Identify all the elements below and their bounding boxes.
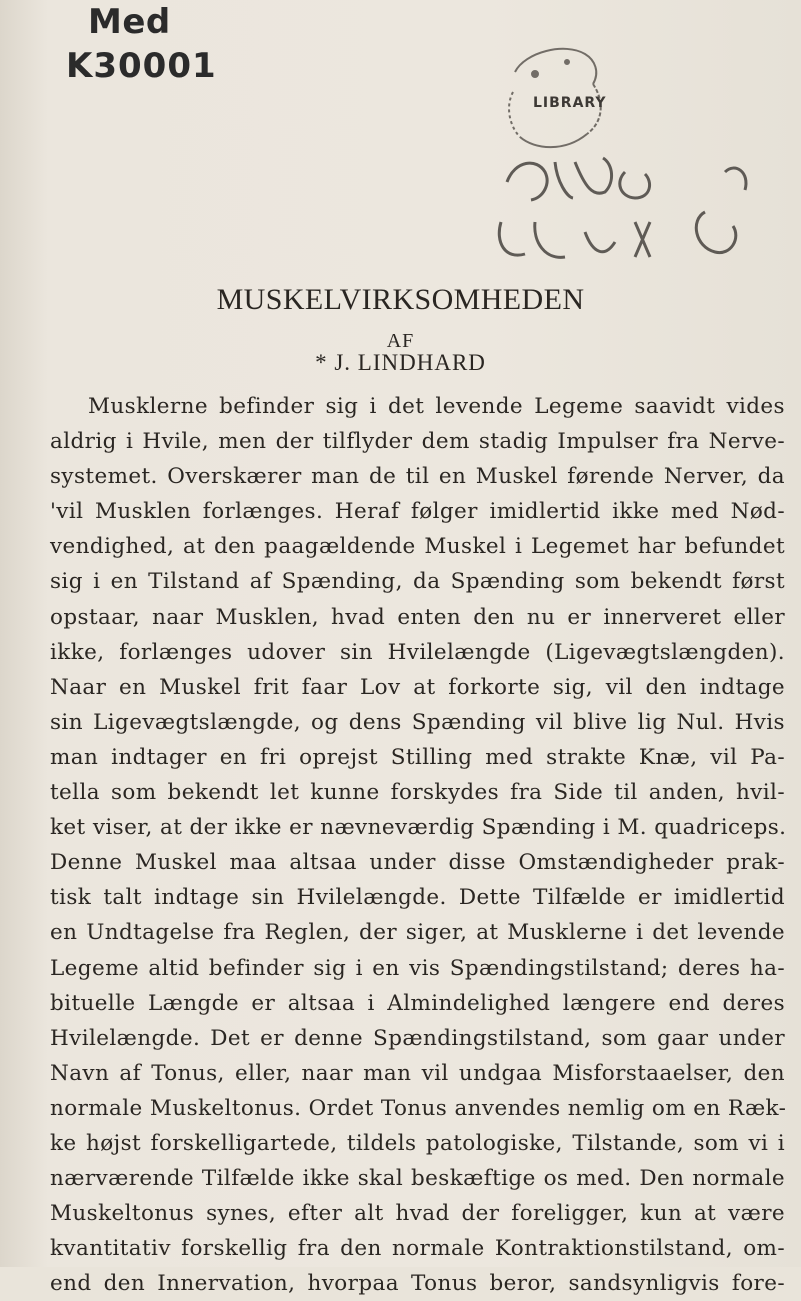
- text-line: bituelle Længde er altsaa i Almindelighed længere end deres: [50, 990, 785, 1016]
- text-line: systemet. Overskærer man de til en Muskel førende Nerver, da: [50, 464, 785, 490]
- text-line: ke højst forskelligartede, tildels patologiske, Tilstande, som vi i: [50, 1130, 785, 1156]
- text-line: Muskeltonus synes, efter alt hvad der foreligger, kun at være: [50, 1201, 785, 1227]
- text-line: opstaar, naar Musklen, hvad enten den nu er innerveret eller: [50, 604, 785, 630]
- text-line: en Undtagelse fra Reglen, der siger, at Musklerne i det levende: [50, 920, 785, 946]
- shelf-mark-line-1: Med: [88, 2, 171, 42]
- body-paragraph: [50, 389, 785, 1301]
- text-line: Legeme altid befinder sig i en vis Spændingstilstand; deres ha-: [50, 955, 785, 981]
- text-line: kvantitativ forskellig fra den normale Kontraktionstilstand, om-: [50, 1236, 785, 1262]
- text-line: sin Ligevægtslængde, og dens Spænding vil blive lig Nul. Hvis: [50, 709, 785, 735]
- text-line: Navn af Tonus, eller, naar man vil undgaa Misforstaaelser, den: [50, 1060, 785, 1086]
- text-line: tisk talt indtage sin Hvilelængde. Dette Tilfælde er imidlertid: [50, 885, 785, 911]
- text-line: Denne Muskel maa altsaa under disse Omstændigheder prak-: [50, 850, 785, 876]
- text-line: vendighed, at den paagældende Muskel i Legemet har befundet: [50, 534, 785, 560]
- library-stamp-icon: [475, 32, 775, 292]
- text-line: aldrig i Hvile, men der tilflyder dem stadig Impulser fra Nerve-: [50, 429, 785, 455]
- text-line: tella som bekendt let kunne forskydes fra Side til anden, hvil-: [50, 780, 785, 806]
- text-line: Naar en Muskel frit faar Lov at forkorte sig, vil den indtage: [50, 674, 785, 700]
- shelf-mark: [66, 0, 217, 88]
- text-line: end den Innervation, hvorpaa Tonus beror, sandsynligvis fore-: [50, 1271, 785, 1297]
- text-line: 'vil Musklen forlænges. Heraf følger imidlertid ikke med Nød-: [50, 499, 785, 525]
- author-name: * J. LINDHARD: [315, 350, 486, 375]
- text-line: sig i en Tilstand af Spænding, da Spænding som bekendt først: [50, 569, 785, 595]
- text-line: ket viser, at der ikke er nævneværdig Spænding i M. quadriceps.: [50, 815, 787, 841]
- text-line: nærværende Tilfælde ikke skal beskæftige os med. Den normale: [50, 1166, 785, 1192]
- shelf-mark-line-2: K30001: [66, 46, 217, 86]
- text-line: Musklerne befinder sig i det levende Legeme saavidt vides: [88, 394, 785, 419]
- byline-prefix: AF: [386, 330, 415, 352]
- stamp-library-text: LIBRARY: [533, 95, 607, 111]
- text-line: ikke, forlænges udover sin Hvilelængde (Ligevægtslængden).: [50, 639, 785, 665]
- text-line: Hvilelængde. Det er denne Spændingstilstand, som gaar under: [50, 1025, 785, 1051]
- article-title: MUSKELVIRKSOMHEDEN: [216, 283, 585, 316]
- text-line: man indtager en fri oprejst Stilling med strakte Knæ, vil Pa-: [50, 744, 785, 770]
- text-line: normale Muskeltonus. Ordet Tonus anvendes nemlig om en Ræk-: [50, 1095, 787, 1121]
